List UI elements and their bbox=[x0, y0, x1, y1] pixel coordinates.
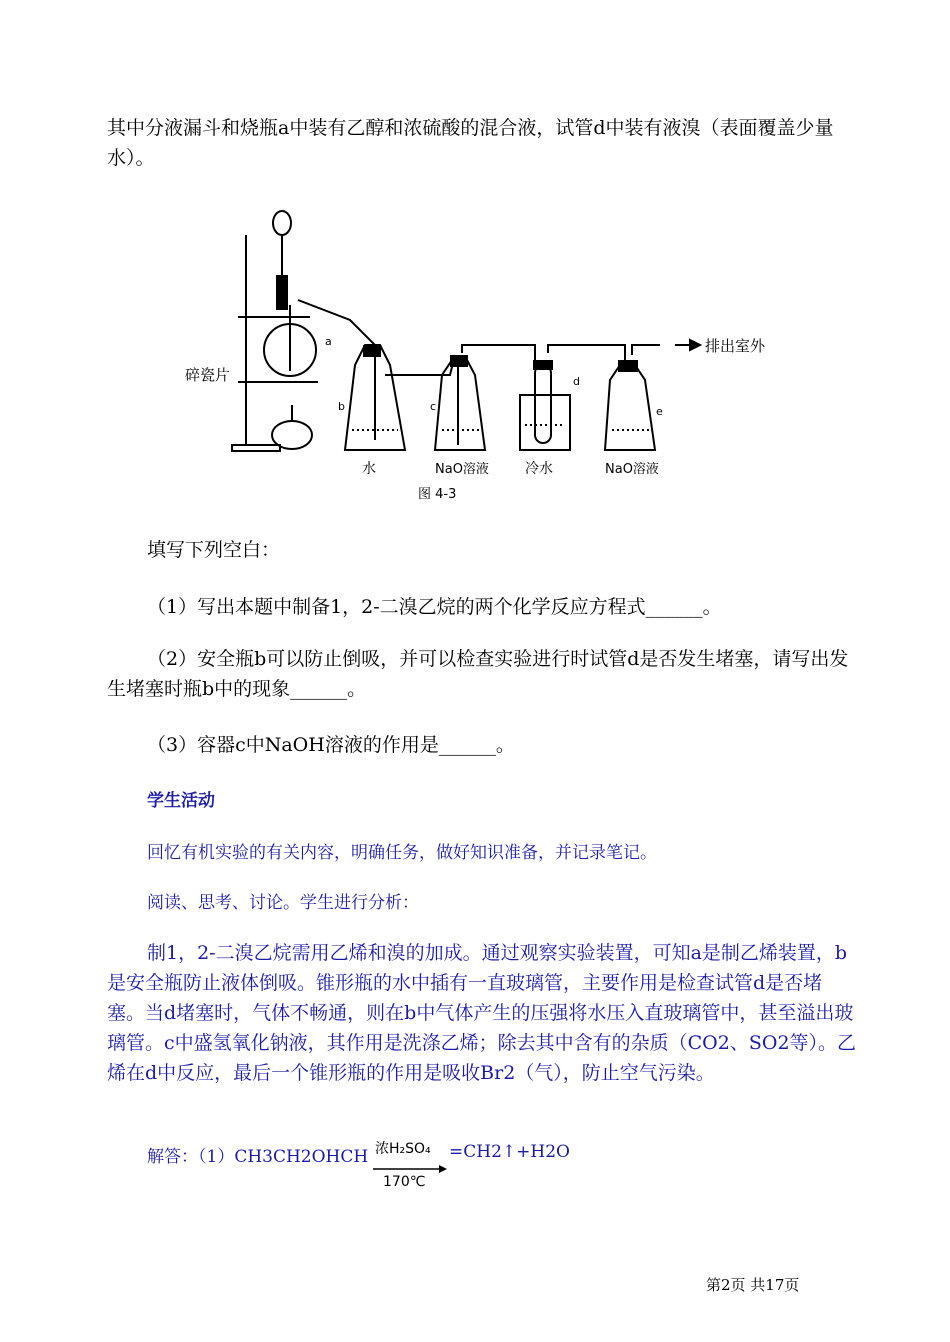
separatory-funnel bbox=[273, 211, 291, 235]
label-b: b bbox=[338, 400, 345, 413]
figure-caption: 图 4-3 bbox=[418, 487, 457, 502]
label-c: c bbox=[430, 400, 437, 413]
intro-paragraph: 其中分液漏斗和烧瓶a中装有乙醇和浓硫酸的混合液，试管d中装有液溴（表面覆盖少量水）。 bbox=[107, 117, 834, 169]
activity-1: 回忆有机实验的有关内容，明确任务，做好知识准备，并记录笔记。 bbox=[147, 843, 657, 863]
flask-label-naoh-2: NaO溶液 bbox=[605, 462, 659, 477]
label-porcelain: 碎瓷片 bbox=[185, 366, 231, 384]
answer-condition-bottom: 170℃ bbox=[383, 1174, 426, 1190]
answer-prefix: 解答：（1）CH3CH2OHCH bbox=[147, 1147, 369, 1167]
alcohol-lamp bbox=[272, 421, 312, 449]
question-2: （2）安全瓶b可以防止倒吸，并可以检查实验进行时试管d是否发生堵塞，请写出发生堵塞时瓶b中的现象______。 bbox=[107, 648, 849, 700]
answer-suffix: =CH2↑+H2O bbox=[449, 1142, 570, 1162]
reaction-arrow bbox=[373, 1164, 448, 1174]
answer-condition-top: 浓H₂SO₄ bbox=[375, 1141, 431, 1157]
activity-2: 阅读、思考、讨论。学生进行分析： bbox=[147, 893, 419, 913]
flask-c bbox=[435, 360, 485, 450]
test-tube-d bbox=[535, 365, 551, 443]
flask-label-water: 水 bbox=[362, 461, 376, 477]
label-a: a bbox=[325, 335, 332, 348]
apparatus-diagram bbox=[180, 195, 780, 515]
label-d: d bbox=[573, 375, 580, 388]
label-exhaust: 排出室外 bbox=[705, 337, 766, 355]
question-3: （3）容器c中NaOH溶液的作用是______。 bbox=[147, 734, 515, 756]
fill-blank: 填写下列空白： bbox=[147, 539, 281, 561]
question-1: （1）写出本题中制备1，2-二溴乙烷的两个化学反应方程式______。 bbox=[147, 596, 722, 618]
flask-label-naoh-1: NaO溶液 bbox=[435, 462, 489, 477]
flask-e bbox=[605, 365, 655, 450]
label-e: e bbox=[656, 405, 663, 418]
student-activity-heading: 学生活动 bbox=[147, 791, 215, 811]
flask-label-cold-water: 冷水 bbox=[525, 461, 553, 477]
answer-line bbox=[147, 1138, 859, 1198]
stand-base bbox=[232, 445, 280, 451]
analysis-paragraph: 制1，2-二溴乙烷需用乙烯和溴的加成。通过观察实验装置，可知a是制乙烯装置，b是安全瓶防止液体倒吸。锥形瓶的水中插有一直玻璃管，主要作用是检查试管d是否堵塞。当d堵塞时，气体不畅通，则在b中气体产生的压强将水压入直玻璃管中，甚至溢出玻璃管。c中盛氢氧化钠液，其作用是洗涤乙烯；除去其中含有的杂质（CO2、SO2等）。乙烯在d中反应，最后一个锥形瓶的作用是吸收Br2（气），防止空气污染。 bbox=[107, 942, 857, 1084]
page-footer: 第2页 共17页 bbox=[706, 1276, 800, 1294]
